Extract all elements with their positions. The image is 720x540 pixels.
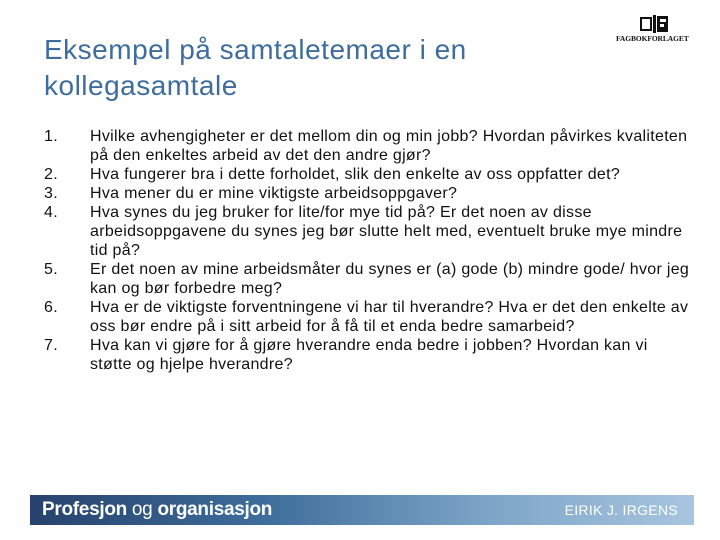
- item-text: Er det noen av mine arbeidsmåter du synes er (a) gode (b) mindre gode/ hvor jeg kan og bør forbedre meg?: [90, 261, 690, 297]
- topic-list: [44, 127, 694, 374]
- footer-bar: [30, 495, 694, 525]
- footer-word-organisasjon: organisasjon: [157, 499, 273, 520]
- item-number: 6.: [44, 299, 58, 316]
- item-text: Hvilke avhengigheter er det mellom din og min jobb? Hvordan påvirkes kvaliteten på den enkeltes arbeid av det den andre gjør?: [90, 128, 688, 164]
- list-item: [44, 127, 694, 165]
- publisher-logo: [616, 14, 689, 48]
- list-item: [44, 260, 694, 298]
- list-item: [44, 203, 694, 260]
- slide-title-line-2: kollegasamtale: [44, 70, 238, 101]
- item-number: 5.: [44, 261, 58, 278]
- item-number: 7.: [44, 337, 58, 354]
- footer-author: EIRIK J. IRGENS: [564, 502, 678, 518]
- item-number: 3.: [44, 185, 58, 202]
- footer-course-title: [42, 499, 272, 521]
- item-text: Hva er de viktigste forventningene vi har til hverandre? Hva er det den enkelte av oss bør endre på i sitt arbeid for å få til et enda bedre samarbeid?: [90, 299, 689, 335]
- item-number: 1.: [44, 128, 58, 145]
- list-item: [44, 184, 694, 203]
- list-item: [44, 165, 694, 184]
- slide-title: [44, 32, 584, 104]
- list-item: [44, 298, 694, 336]
- item-number: 2.: [44, 166, 58, 183]
- footer-word-og: og: [126, 499, 158, 520]
- footer-word-profesjon: Profesjon: [42, 499, 127, 520]
- list-item: [44, 336, 694, 374]
- item-number: 4.: [44, 204, 58, 221]
- item-text: Hva synes du jeg bruker for lite/for mye tid på? Er det noen av disse arbeidsoppgavene du synes jeg bør slutte helt med, eventuelt bruke mye mindre tid på?: [90, 204, 683, 259]
- item-text: Hva mener du er mine viktigste arbeidsoppgaver?: [90, 185, 458, 202]
- item-text: Hva fungerer bra i dette forholdet, slik den enkelte av oss oppfatter det?: [90, 166, 621, 183]
- book-logo-icon: [638, 14, 670, 34]
- item-text: Hva kan vi gjøre for å gjøre hverandre enda bedre i jobben? Hvordan kan vi støtte og hjelpe hverandre?: [90, 337, 648, 373]
- logo-text: FAGBOKFORLAGET: [616, 34, 689, 43]
- slide-title-line-1: Eksempel på samtaletemaer i en: [44, 34, 467, 65]
